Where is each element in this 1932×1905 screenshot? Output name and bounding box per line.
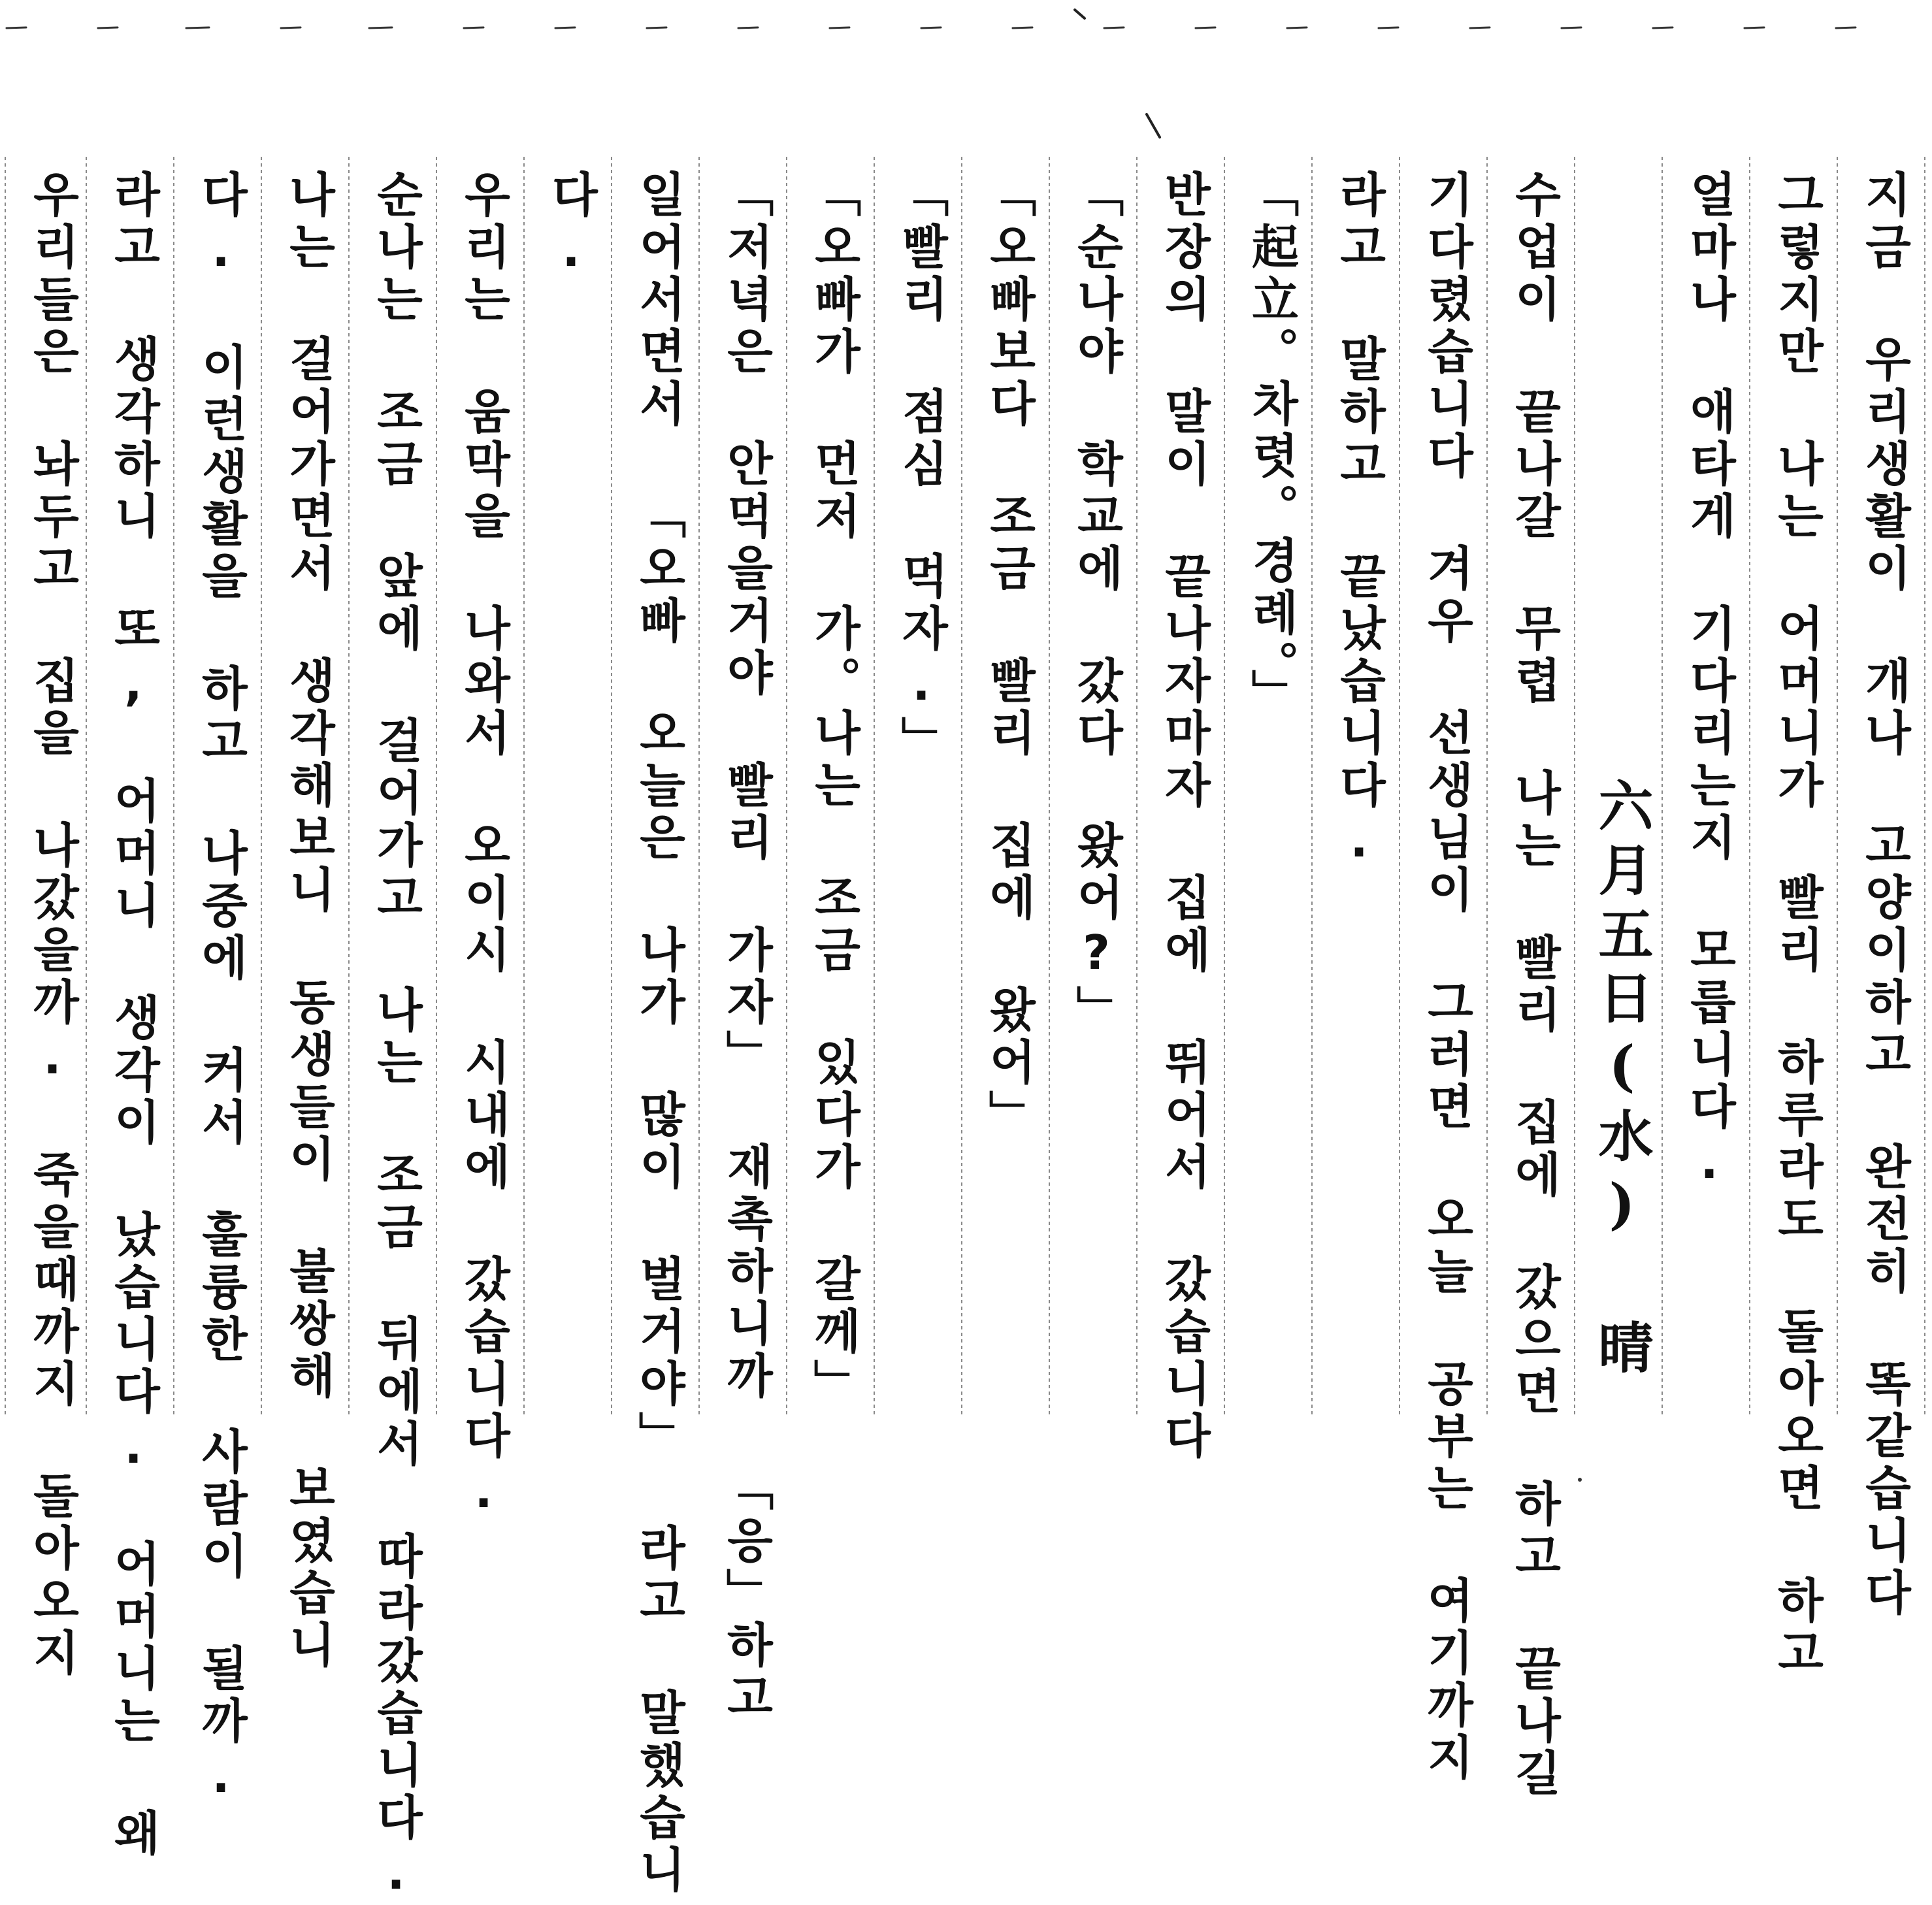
column-text: 우리는 움막을 나와서 오이시 시내에 갔습니다. [456,170,511,1523]
column-text: 기다렸습니다 겨우 선생님이 그러면 오늘 공부는 여기까지 [1419,170,1474,1785]
column-text: 그렇지만 나는 어머니가 빨리 하루라도 돌아오면 하고 [1769,170,1824,1680]
column-text: 나는 걸어가면서 생각해보니 동생들이 불쌍해 보였습니 [281,170,336,1672]
text-column [1138,170,1230,1463]
column-text: 우리들은 놔두고 집을 나갔을까. 죽을때까지 돌아오지 [25,170,80,1680]
column-text: 다. [544,170,598,282]
text-column [963,170,1055,1424]
text-column [525,170,617,1424]
column-text: 「起立。차렷。경례。」 [1244,170,1299,721]
diary-date: 六月五日(水) 晴 [1590,777,1654,1383]
column-text: 일어서면서 「오빠 오늘은 나가 많이 벌거야」 라고 말했습니 [631,170,686,1897]
column-text: 지금 우리생활이 개나 고양이하고 완전히 똑같습니다 [1857,170,1912,1620]
column-text: 「오빠가 먼저 가。나는 조금 있다가 갈께」 [806,170,861,1411]
text-column [1401,170,1492,1785]
text-column [1051,170,1142,1424]
column-text: 「오빠보다 조금 빨리 집에 왔어」 [981,170,1036,1142]
column-text: 「저녁은 안먹을거야 빨리 가자」 재촉하니까 「응」하고 [719,170,774,1725]
column-text: 라고 말하고 끝났습니다. [1332,170,1386,873]
text-column [7,170,98,1680]
column-text: 라고 생각하니 또, 어머니 생각이 났습니다. 어머니는 왜 [106,170,161,1861]
column-text: 다. 이런생활을 하고 나중에 커서 훌륭한 사람이 될까. [193,170,248,1808]
column-text: 「순나야 학교에 갔다 왔어?」 [1069,170,1124,1037]
date-column [1576,777,1667,1383]
text-column [1488,170,1580,1800]
column-text: 「빨리 점심 먹자.」 [894,170,949,768]
text-column [1313,170,1405,1424]
text-column [700,170,792,1725]
text-column [88,170,179,1861]
column-text: 얼마나 애타게 기다리는지 모릅니다. [1682,170,1737,1194]
text-column [1663,170,1755,1424]
text-column [263,170,354,1672]
text-column [1839,170,1930,1620]
column-text: 수업이 끝나갈 무렵 나는 빨리 집에 갔으면 하고 끝나길 [1507,170,1562,1800]
text-column [1751,170,1842,1680]
text-column [175,170,267,1808]
text-column [788,170,879,1424]
column-text: 반장의 말이 끝나자마자 집에 뛰어서 갔습니다 [1156,170,1211,1463]
text-column [350,170,442,1905]
text-column [876,170,967,1424]
text-column [438,170,529,1523]
column-text: 순나는 조금 앞에 걸어가고 나는 조금 뒤에서 따라갔습니다. [368,170,423,1905]
text-column [613,170,704,1897]
text-column [1226,170,1317,1424]
